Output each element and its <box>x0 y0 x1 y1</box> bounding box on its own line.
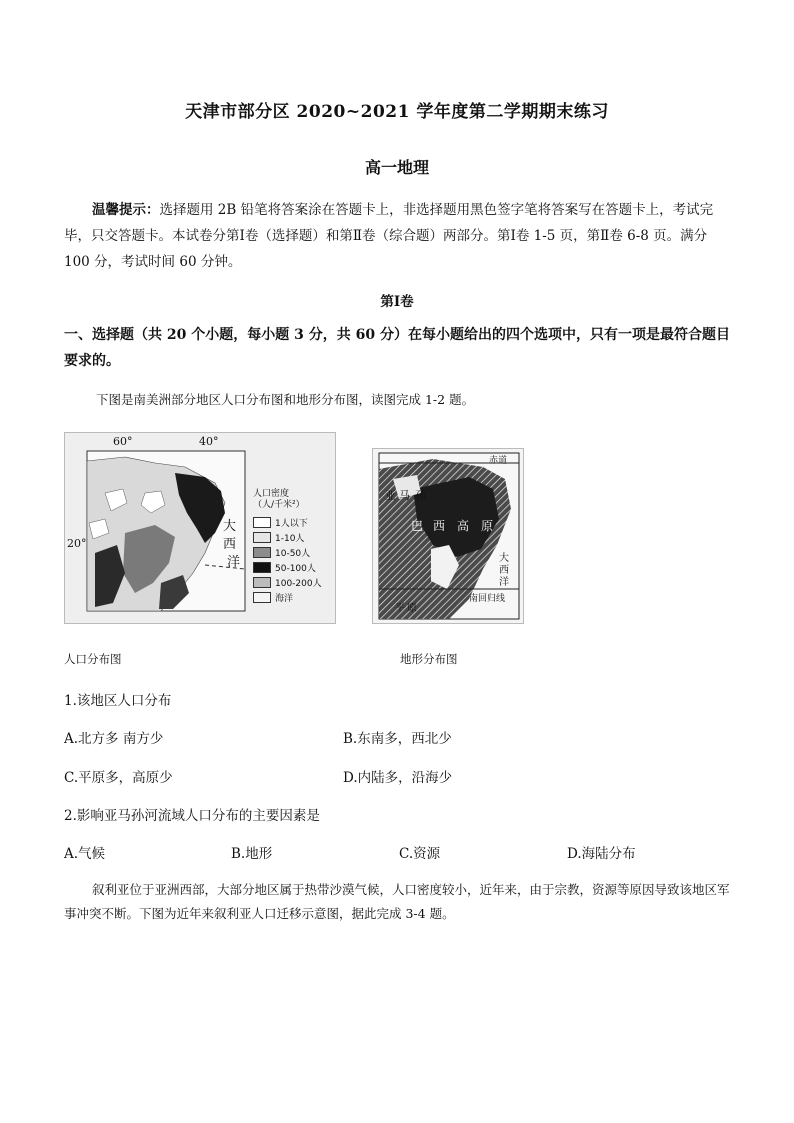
lon-label-60: 60° <box>113 435 133 448</box>
legend-item <box>253 590 333 605</box>
notice-label: 温馨提示： <box>92 202 160 218</box>
legend-swatch <box>253 532 271 543</box>
q1-option-b[interactable]: B.东南多，西北少 <box>343 731 452 747</box>
legend-title-line2: （人/千米²） <box>253 500 305 510</box>
legend-item <box>253 545 333 560</box>
q2-option-a[interactable]: A.气候 <box>64 846 106 862</box>
volume-heading: 第Ⅰ卷 <box>380 294 414 310</box>
legend-swatch <box>253 547 271 558</box>
population-legend <box>253 489 333 605</box>
ocean-char-1: 大 <box>223 519 237 534</box>
terrain-label-equator: 赤道 <box>489 456 508 466</box>
legend-item <box>253 530 333 545</box>
population-map <box>64 432 336 624</box>
q1-option-d[interactable]: D.内陆多，沿海少 <box>343 770 453 786</box>
question-1 <box>64 689 171 709</box>
notice-text: 选择题用 2B 铅笔将答案涂在答题卡上，非选择题用黑色签字笔将答案写在答题卡上，考试完毕，只交答题卡。本试卷分第Ⅰ卷（选择题）和第Ⅱ卷（综合题）两部分。第Ⅰ卷 1-5 页，第Ⅱ卷 6-8 页。满分 100 分，考试时间 60 分钟。 <box>64 202 714 270</box>
q1-option-a[interactable]: A.北方多 南方少 <box>64 731 164 747</box>
question-1-number: 1. <box>64 693 77 709</box>
section-heading: 一、选择题（共 20 个小题，每小题 3 分，共 60 分）在每小题给出的四个选项中，只有一项是最符合题目要求的。 <box>64 327 730 369</box>
terrain-map-caption: 地形分布图 <box>400 652 458 666</box>
ocean-char-2: 西 <box>223 537 237 552</box>
q1-option-c[interactable]: C.平原多，高原少 <box>64 770 173 786</box>
question-1-stem: 该地区人口分布 <box>76 693 172 709</box>
exam-notice <box>64 197 732 275</box>
legend-item <box>253 515 333 530</box>
q2-option-d[interactable]: D.海陆分布 <box>567 846 636 862</box>
legend-swatch <box>253 577 271 588</box>
legend-item <box>253 575 333 590</box>
legend-item <box>253 560 333 575</box>
population-map-caption: 人口分布图 <box>64 652 122 666</box>
lon-label-40: 40° <box>199 435 219 448</box>
lat-label-20: 20° <box>67 537 87 550</box>
terrain-label-ping: 平 <box>395 603 405 614</box>
terrain-label-yuan: 原 <box>481 519 494 533</box>
legend-title-line1: 人口密度 <box>253 489 290 499</box>
legend-swatch <box>253 562 271 573</box>
question-2-number: 2. <box>64 808 77 824</box>
question-2-stem: 影响亚马孙河流域人口分布的主要因素是 <box>76 808 320 824</box>
terrain-label-xi: 西 <box>433 519 446 533</box>
q2-option-b[interactable]: B.地形 <box>231 846 273 862</box>
legend-swatch <box>253 592 271 603</box>
ocean-char-3: 洋 <box>227 555 241 570</box>
terrain-label-sun: 孙 <box>415 489 426 502</box>
legend-label: 100-200人 <box>275 579 322 589</box>
legend-label: 10-50人 <box>275 549 311 559</box>
subject-title: 高一地理 <box>364 158 429 177</box>
legend-label: 1-10人 <box>275 534 305 544</box>
terrain-label-yuan2: 原 <box>407 603 417 614</box>
legend-swatch <box>253 517 271 528</box>
terrain-label-ya: 亚 <box>385 489 396 502</box>
legend-label: 海洋 <box>275 594 294 604</box>
intro-q1-2: 下图是南美洲部分地区人口分布图和地形分布图，读图完成 1-2 题。 <box>96 392 475 407</box>
terrain-map <box>372 448 524 624</box>
question-2 <box>64 804 320 824</box>
terrain-label-xi2: 西 <box>499 565 509 576</box>
q2-option-c[interactable]: C.资源 <box>399 846 441 862</box>
legend-label: 1人以下 <box>275 519 308 529</box>
terrain-label-yang: 洋 <box>499 577 509 588</box>
intro-q3-4: 叙利亚位于亚洲西部，大部分地区属于热带沙漠气候，人口密度较小，近年来，由于宗教，资源等原因导致该地区军事冲突不断。下图为近年来叙利亚人口迁移示意图，据此完成 3-4 题。 <box>64 882 730 921</box>
legend-label: 50-100人 <box>275 564 316 574</box>
terrain-label-tropic: 南回归线 <box>469 594 506 604</box>
terrain-label-da: 大 <box>499 553 509 564</box>
terrain-label-ma: 马 <box>399 489 410 502</box>
terrain-label-ba: 巴 <box>411 519 424 533</box>
terrain-label-gao: 高 <box>457 519 470 533</box>
page-title: 天津市部分区 2020~2021 学年度第二学期期末练习 <box>185 102 609 122</box>
